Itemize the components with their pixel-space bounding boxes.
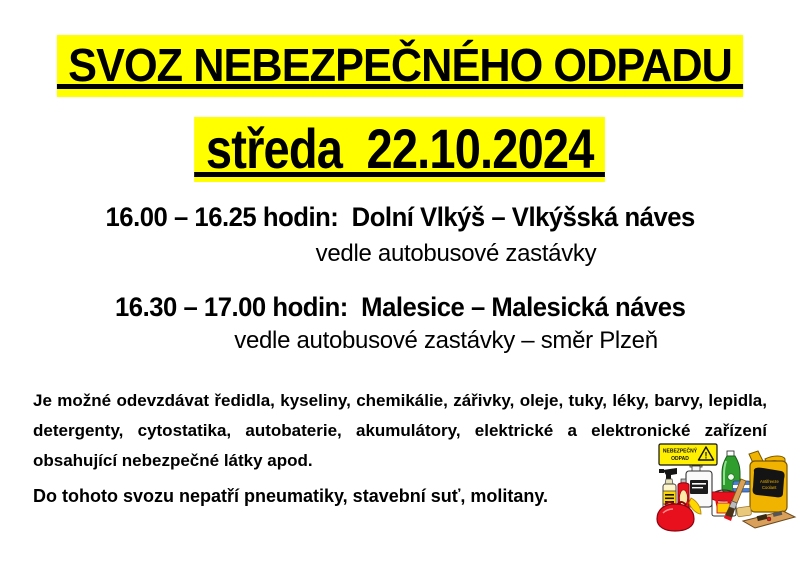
schedule-stop-2-note-row xyxy=(0,326,800,356)
hazardous-waste-clipart xyxy=(653,441,800,538)
date-row xyxy=(0,117,800,182)
schedule-stop-1-note-row xyxy=(0,239,800,269)
hazard-sign xyxy=(659,444,717,465)
sponge-icon xyxy=(737,506,752,517)
jug-label-line2: Coolant xyxy=(762,485,777,490)
schedule-stop-2-time: 16.30 – 17.00 hodin: Malesice – Malesická náves xyxy=(114,292,686,322)
schedule-stop-1-note: vedle autobusové zastávky xyxy=(315,240,597,267)
title-row xyxy=(0,35,800,97)
warning-exclamation: ! xyxy=(704,450,708,461)
schedule-stop-2-note: vedle autobusové zastávky – směr Plzeň xyxy=(234,327,658,354)
schedule-stop-1-time: 16.00 – 16.25 hodin: Dolní Vlkýš – Vlkýšská náves xyxy=(105,202,695,232)
hazard-sign-line2: ODPAD xyxy=(671,456,689,462)
schedule-stop-2 xyxy=(0,290,800,324)
antifreeze-jug-icon xyxy=(749,451,787,512)
hazard-sign-line1: NEBEZPEČNÝ xyxy=(662,448,698,455)
excluded-items-line: Do tohoto svozu nepatří pneumatiky, stavební suť, molitany. xyxy=(33,486,549,506)
accepted-items-paragraph: Je možné odevzdávat ředidla, kyseliny, chemikálie, zářivky, oleje, tuky, léky, barvy, lepidla, detergenty, cytostatika, autobaterie, akumulátory, elektrické a elektronické zařízení obsahující nebezpečné látky apod. xyxy=(33,391,767,470)
poster-date: středa 22.10.2024 xyxy=(194,117,605,182)
schedule-stop-1 xyxy=(0,200,800,234)
jug-label-line1: Antifreeze xyxy=(760,479,779,484)
poster-title: SVOZ NEBEZPEČNÉHO ODPADU xyxy=(57,35,743,97)
